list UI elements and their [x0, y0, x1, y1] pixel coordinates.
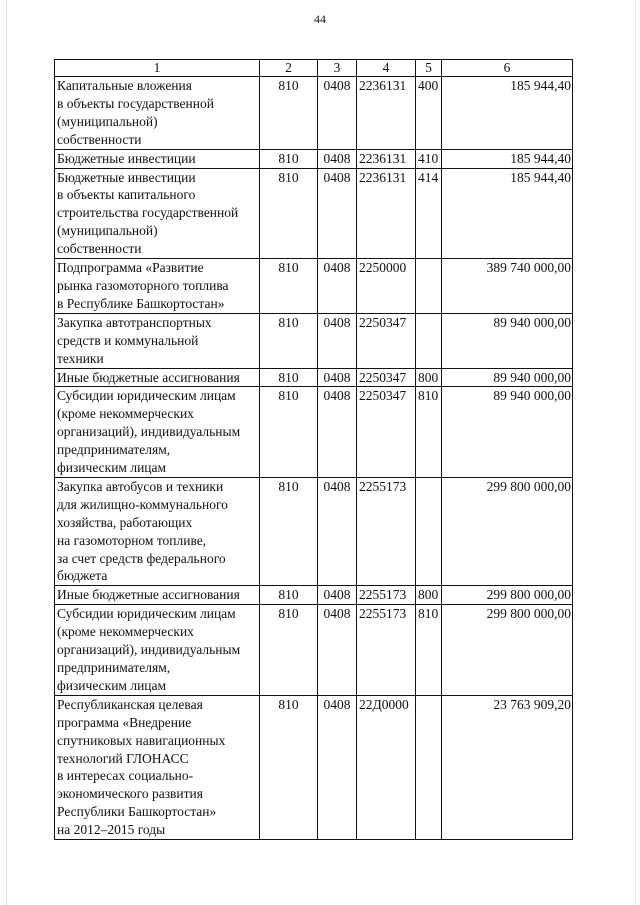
section-code: 0408 [318, 368, 357, 387]
row-name: Бюджетные инвестиции [55, 149, 260, 168]
ministry-code: 810 [260, 586, 318, 605]
section-code: 0408 [318, 695, 357, 839]
ministry-code: 810 [260, 259, 318, 314]
amount: 185 944,40 [442, 149, 573, 168]
amount: 23 763 909,20 [442, 695, 573, 839]
column-header: 3 [318, 60, 357, 77]
scan-edge-right [635, 0, 636, 905]
ministry-code: 810 [260, 368, 318, 387]
target-code: 2250000 [357, 259, 416, 314]
amount: 89 940 000,00 [442, 368, 573, 387]
row-name: Подпрограмма «Развитие рынка газомоторного топлива в Республике Башкортостан» [55, 259, 260, 314]
row-name: Закупка автотранспортных средств и коммунальной техники [55, 313, 260, 368]
expense-code: 410 [416, 149, 442, 168]
section-code: 0408 [318, 149, 357, 168]
expense-code [416, 313, 442, 368]
expense-code [416, 259, 442, 314]
amount: 185 944,40 [442, 77, 573, 150]
ministry-code: 810 [260, 168, 318, 259]
row-name: Субсидии юридическим лицам (кроме некоммерческих организаций), индивидуальным предпринимателям, физическим лицам [55, 387, 260, 478]
row-name: Республиканская целевая программа «Внедрение спутниковых навигационных технологий ГЛОНАСС в интересах социально- экономического развития Республики Башкортостан» на 2012–2015 годы [55, 695, 260, 839]
amount: 299 800 000,00 [442, 605, 573, 696]
ministry-code: 810 [260, 477, 318, 585]
ministry-code: 810 [260, 387, 318, 478]
expense-code [416, 695, 442, 839]
column-header: 2 [260, 60, 318, 77]
table-row [55, 695, 573, 839]
target-code: 2250347 [357, 387, 416, 478]
section-code: 0408 [318, 313, 357, 368]
table-row [55, 477, 573, 585]
target-code: 2236131 [357, 149, 416, 168]
amount: 389 740 000,00 [442, 259, 573, 314]
target-code: 2236131 [357, 77, 416, 150]
amount: 299 800 000,00 [442, 586, 573, 605]
expense-code: 810 [416, 605, 442, 696]
amount: 185 944,40 [442, 168, 573, 259]
section-code: 0408 [318, 168, 357, 259]
ministry-code: 810 [260, 313, 318, 368]
ministry-code: 810 [260, 695, 318, 839]
table-row [55, 313, 573, 368]
target-code: 2255173 [357, 586, 416, 605]
amount: 299 800 000,00 [442, 477, 573, 585]
table-row [55, 368, 573, 387]
expense-code: 400 [416, 77, 442, 150]
column-header: 6 [442, 60, 573, 77]
table-header-row [55, 60, 573, 77]
expense-code [416, 477, 442, 585]
scan-edge-left [6, 0, 7, 905]
table-row [55, 149, 573, 168]
section-code: 0408 [318, 77, 357, 150]
table-row [55, 387, 573, 478]
expense-code: 810 [416, 387, 442, 478]
ministry-code: 810 [260, 149, 318, 168]
row-name: Субсидии юридическим лицам (кроме некоммерческих организаций), индивидуальным предпринимателям, физическим лицам [55, 605, 260, 696]
row-name: Закупка автобусов и техники для жилищно-коммунального хозяйства, работающих на газомоторном топливе, за счет средств федерального бюджета [55, 477, 260, 585]
target-code: 2255173 [357, 605, 416, 696]
section-code: 0408 [318, 605, 357, 696]
budget-table [54, 59, 573, 840]
column-header: 4 [357, 60, 416, 77]
section-code: 0408 [318, 477, 357, 585]
amount: 89 940 000,00 [442, 387, 573, 478]
target-code: 2255173 [357, 477, 416, 585]
table-row [55, 77, 573, 150]
amount: 89 940 000,00 [442, 313, 573, 368]
column-header: 5 [416, 60, 442, 77]
table-row [55, 259, 573, 314]
target-code: 2250347 [357, 368, 416, 387]
section-code: 0408 [318, 387, 357, 478]
ministry-code: 810 [260, 605, 318, 696]
target-code: 2250347 [357, 313, 416, 368]
expense-code: 800 [416, 586, 442, 605]
expense-code: 414 [416, 168, 442, 259]
target-code: 22Д0000 [357, 695, 416, 839]
row-name: Капитальные вложения в объекты государственной (муниципальной) собственности [55, 77, 260, 150]
table-row [55, 586, 573, 605]
column-header: 1 [55, 60, 260, 77]
expense-code: 800 [416, 368, 442, 387]
row-name: Бюджетные инвестиции в объекты капитального строительства государственной (муниципальной) собственности [55, 168, 260, 259]
row-name: Иные бюджетные ассигнования [55, 368, 260, 387]
section-code: 0408 [318, 586, 357, 605]
page-number: 44 [314, 12, 326, 26]
table-row [55, 168, 573, 259]
section-code: 0408 [318, 259, 357, 314]
row-name: Иные бюджетные ассигнования [55, 586, 260, 605]
table-row [55, 605, 573, 696]
ministry-code: 810 [260, 77, 318, 150]
target-code: 2236131 [357, 168, 416, 259]
